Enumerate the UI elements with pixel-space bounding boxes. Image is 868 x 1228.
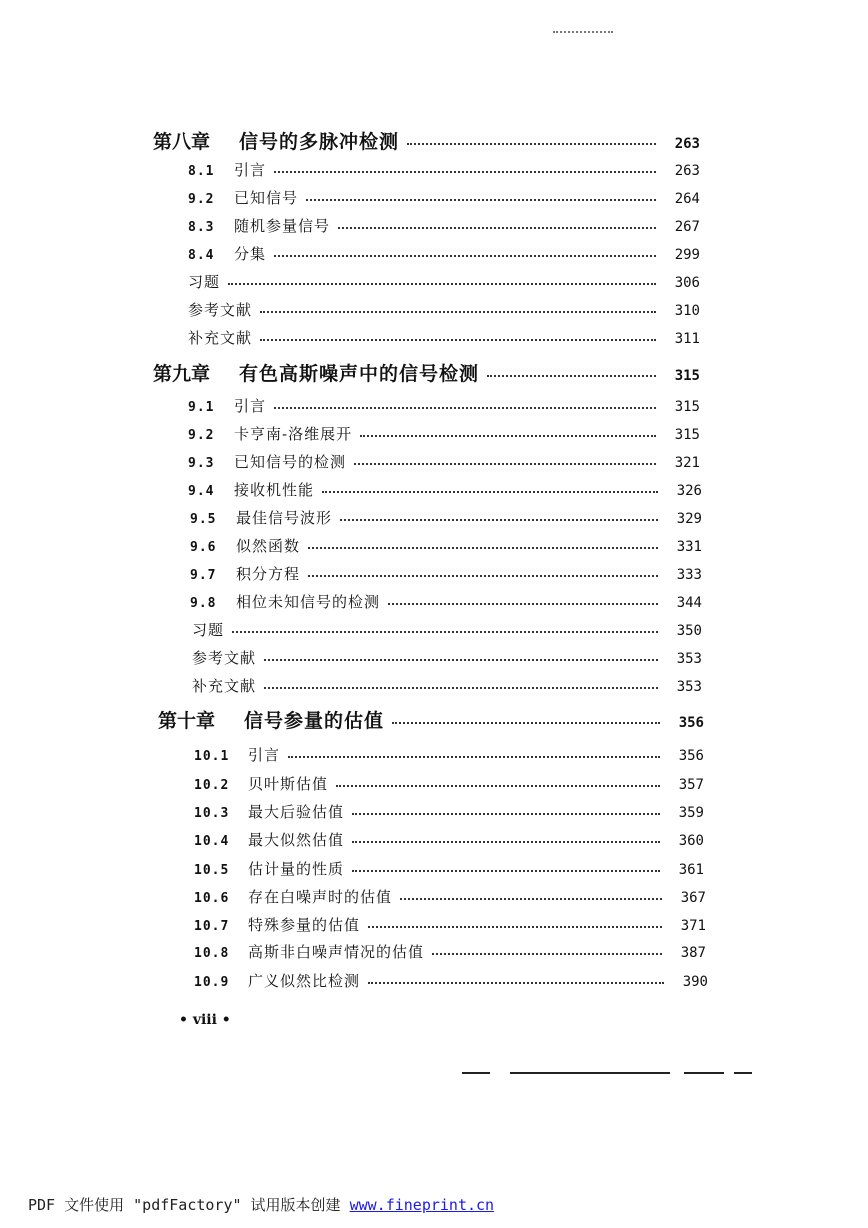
scan-artifact [734,1072,752,1074]
page-number: 315 [674,368,700,384]
dot-leader [340,519,658,521]
toc-chapter-row[interactable] [153,130,700,154]
page-number: 357 [678,777,704,793]
section-number: 9.3 [188,456,215,471]
dot-leader [306,199,656,201]
section-title: 补充文献 [188,329,253,347]
toc-section-row[interactable] [194,857,704,881]
dot-leader [308,575,658,577]
section-title: 估计量的性质 [248,860,345,878]
toc-section-row[interactable] [194,885,706,909]
pdf-footer [28,1194,494,1215]
chapter-label: 第八章 [153,131,211,153]
dot-leader [232,631,658,633]
toc-section-row[interactable] [192,674,702,698]
dot-leader [308,547,658,549]
section-number: 9.8 [190,596,217,611]
toc-section-row[interactable] [192,646,702,670]
section-title: 相位未知信号的检测 [236,593,381,611]
toc-section-row[interactable] [188,298,700,322]
section-title: 补充文献 [192,677,257,695]
section-number: 9.2 [188,192,215,207]
page-number: 360 [678,833,704,849]
section-number: 10.8 [194,946,230,961]
section-number: 8.4 [188,248,215,263]
chapter-title: 有色高斯噪声中的信号检测 [239,363,480,385]
page-number: 311 [674,331,700,347]
page-number: 371 [680,918,706,934]
toc-section-row[interactable] [192,618,702,642]
section-number: 9.5 [190,512,217,527]
section-title: 引言 [234,397,267,415]
page-number: 267 [674,219,700,235]
page-number: 331 [676,539,702,555]
section-number: 9.2 [188,428,215,443]
chapter-title: 信号参量的估值 [244,710,385,732]
page-number: 367 [680,890,706,906]
dot-leader [432,953,662,955]
section-title: 最大似然估值 [248,831,345,849]
dot-leader [400,898,662,900]
dot-leader [288,756,660,758]
page-number: 310 [674,303,700,319]
toc-chapter-row[interactable] [153,362,700,386]
section-number: 9.1 [188,400,215,415]
dot-leader [392,722,660,724]
page-number: 353 [676,679,702,695]
dot-leader [487,375,656,377]
section-title: 存在白噪声时的估值 [248,888,393,906]
section-number: 10.4 [194,834,230,849]
toc-section-row[interactable] [188,242,700,266]
dot-leader [352,841,660,843]
section-title: 已知信号的检测 [234,453,347,471]
toc-section-row[interactable] [190,506,702,530]
page-number: 315 [674,427,700,443]
page-number: 333 [676,567,702,583]
dot-leader [274,255,656,257]
dot-leader [264,687,658,689]
scan-artifact [510,1072,670,1074]
chapter-label: 第九章 [153,363,211,385]
toc-section-row[interactable] [188,394,700,418]
section-number: 9.6 [190,540,217,555]
toc-section-row[interactable] [188,186,700,210]
section-title: 最佳信号波形 [236,509,333,527]
section-title: 随机参量信号 [234,217,331,235]
page-number: 350 [676,623,702,639]
section-number: 10.9 [194,975,230,990]
dot-leader [322,491,658,493]
dot-leader [274,171,656,173]
section-title: 贝叶斯估值 [248,775,329,793]
dot-leader [260,339,656,341]
section-title: 特殊参量的估值 [248,916,361,934]
dot-leader [228,283,656,285]
dot-leader [388,603,658,605]
page-folio: • viii • [179,1012,231,1028]
section-title: 广义似然比检测 [248,972,361,990]
page-number: 356 [678,715,704,731]
toc-section-row[interactable] [190,562,702,586]
section-number: 10.2 [194,778,230,793]
section-title: 习题 [192,621,225,639]
section-title: 积分方程 [236,565,301,583]
page-number: 353 [676,651,702,667]
toc-section-row[interactable] [194,772,704,796]
section-title: 引言 [234,161,267,179]
dot-leader [368,982,664,984]
section-number: 10.7 [194,919,230,934]
page-number: 263 [674,163,700,179]
section-number: 10.5 [194,863,230,878]
toc-section-row[interactable] [190,590,702,614]
toc-section-row[interactable] [188,478,702,502]
toc-section-row[interactable] [188,326,700,350]
page-number: 329 [676,511,702,527]
chapter-label: 第十章 [158,710,216,732]
page-number: 264 [674,191,700,207]
page-number: 315 [674,399,700,415]
dot-leader [336,785,660,787]
section-number: 10.1 [194,749,230,764]
dot-leader [352,813,660,815]
section-number: 9.7 [190,568,217,583]
chapter-title: 信号的多脉冲检测 [239,131,400,153]
page-number: 263 [674,136,700,152]
dot-leader [260,311,656,313]
dot-leader [352,870,660,872]
section-title: 分集 [234,245,267,263]
page-number: 306 [674,275,700,291]
section-number: 9.4 [188,484,215,499]
page-number: 299 [674,247,700,263]
dot-leader [338,227,656,229]
section-title: 接收机性能 [234,481,315,499]
page-number: 326 [676,483,702,499]
section-title: 最大后验估值 [248,803,345,821]
dot-leader [368,926,662,928]
toc-section-row[interactable] [188,214,700,238]
section-title: 习题 [188,273,221,291]
dot-leader [360,435,656,437]
page-number: 321 [674,455,700,471]
page-number: 361 [678,862,704,878]
section-number: 10.3 [194,806,230,821]
page-number: 356 [678,748,704,764]
section-title: 已知信号 [234,189,299,207]
toc-section-row[interactable] [194,969,708,993]
page-number: 390 [682,974,708,990]
toc-section-row[interactable] [190,534,702,558]
section-title: 引言 [248,746,281,764]
scan-artifact [684,1072,724,1074]
dot-leader [274,407,656,409]
section-number: 8.1 [188,164,215,179]
section-title: 似然函数 [236,537,301,555]
toc-section-row[interactable] [188,422,700,446]
toc-section-row[interactable] [188,450,700,474]
page-number: 344 [676,595,702,611]
section-number: 10.6 [194,891,230,906]
toc-section-row[interactable] [194,800,704,824]
section-title: 参考文献 [192,649,257,667]
toc-section-row[interactable] [194,940,706,964]
scan-artifact [462,1072,490,1074]
toc-section-row[interactable] [188,270,700,294]
toc-section-row[interactable] [194,828,704,852]
section-title: 高斯非白噪声情况的估值 [248,943,425,961]
scan-artifact [553,31,613,37]
section-title: 卡亨南-洛维展开 [234,425,353,443]
toc-section-row[interactable] [188,158,700,182]
toc-section-row[interactable] [194,913,706,937]
dot-leader [407,143,656,145]
section-title: 参考文献 [188,301,253,319]
dot-leader [264,659,658,661]
toc-section-row[interactable] [194,743,704,767]
page-number: 387 [680,945,706,961]
footer-link[interactable]: www.fineprint.cn [349,1196,495,1214]
section-number: 8.3 [188,220,215,235]
footer-text: PDF 文件使用 "pdfFactory" 试用版本创建 [28,1196,350,1214]
dot-leader [354,463,656,465]
toc-chapter-row[interactable] [158,709,704,733]
page-number: 359 [678,805,704,821]
